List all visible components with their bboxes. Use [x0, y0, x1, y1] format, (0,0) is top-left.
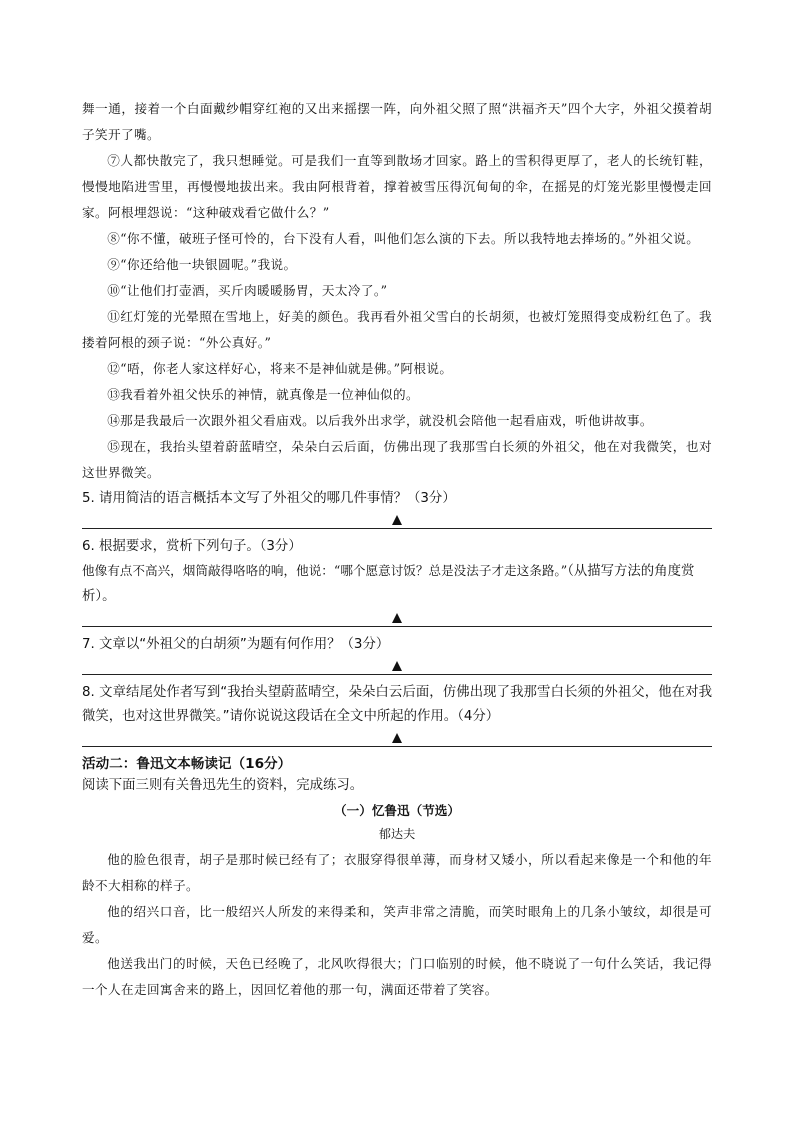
question-6-requirement: （从描写方法的角度赏析）。	[82, 564, 695, 604]
story-paragraph-10: ⑩“让他们打壶酒，买斤肉暖暖肠胃，天太冷了。”	[107, 283, 388, 298]
excerpt-author: 郁达夫	[378, 827, 416, 841]
story-paragraph-15: ⑮现在，我抬头望着蔚蓝晴空，朵朵白云后面，仿佛出现了我那雪白长须的外祖父，他在对我微笑，也对这世界微笑。	[82, 439, 712, 480]
answer-triangle-icon	[392, 661, 402, 671]
story-paragraph-13: ⑬我看着外祖父快乐的神情，就真像是一位神仙似的。	[107, 387, 420, 402]
answer-line-5[interactable]	[82, 514, 712, 529]
answer-line-7[interactable]	[82, 660, 712, 675]
question-7: 7. 文章以“外祖父的白胡须”为题有何作用？（3分）	[82, 637, 390, 652]
excerpt-title: （一）忆鲁迅（节选）	[334, 803, 460, 818]
question-6-sentence	[82, 559, 712, 609]
answer-line-6[interactable]	[82, 612, 712, 627]
excerpt-paragraph-1: 他的脸色很青，胡子是那时候已经有了；衣服穿得很单薄，而身材又矮小，所以看起来像是一个和他的年龄不大相称的样子。	[82, 852, 712, 893]
story-paragraph-9: ⑨“你还给他一块银圆呢。”我说。	[107, 257, 297, 272]
exam-page	[82, 96, 712, 1003]
answer-triangle-icon	[392, 613, 402, 623]
story-paragraph-12: ⑫“唔，你老人家这样好心，将来不是神仙就是佛。”阿根说。	[107, 361, 453, 376]
story-paragraph-14: ⑭那是我最后一次跟外祖父看庙戏。以后我外出求学，就没机会陪他一起看庙戏，听他讲故事。	[107, 413, 653, 428]
question-6: 6. 根据要求，赏析下列句子。（3分）	[82, 539, 302, 554]
activity-2-heading: 活动二：鲁迅文本畅读记（16分）	[82, 756, 292, 772]
question-6-quote: 他像有点不高兴，烟筒敲得咯咯的响，他说：“哪个愿意讨饭？总是没法子才走这条路。”	[82, 563, 568, 578]
activity-2-intro: 阅读下面三则有关鲁迅先生的资料，完成练习。	[82, 778, 364, 793]
answer-line-8[interactable]	[82, 732, 712, 747]
question-5: 5. 请用简洁的语言概括本文写了外祖父的哪几件事情？（3分）	[82, 491, 456, 506]
answer-triangle-icon	[392, 733, 402, 743]
excerpt-paragraph-2: 他的绍兴口音，比一般绍兴人所发的来得柔和，笑声非常之清脆，而笑时眼角上的几条小皱纹，却很是可爱。	[82, 904, 712, 945]
story-paragraph-8: ⑧“你不懂，破班子怪可怜的，台下没有人看，叫他们怎么演的下去。所以我特地去捧场的。”外祖父说。	[107, 231, 700, 246]
excerpt-paragraph-3: 他送我出门的时候，天色已经晚了，北风吹得很大；门口临别的时候，他不晓说了一句什么笑话，我记得一个人在走回寓舍来的路上，因回忆着他的那一句，满面还带着了笑容。	[82, 956, 712, 997]
story-paragraph-11: ⑪红灯笼的光晕照在雪地上，好美的颜色。我再看外祖父雪白的长胡须，也被灯笼照得变成粉红色了。我搂着阿根的颈子说：“外公真好。”	[82, 309, 712, 350]
story-paragraph-6-continued: 舞一通，接着一个白面戴纱帽穿红袍的又出来摇摆一阵，向外祖父照了照“洪福齐天”四个大字，外祖父摸着胡子笑开了嘴。	[82, 101, 712, 142]
story-paragraph-7: ⑦人都快散完了，我只想睡觉。可是我们一直等到散场才回家。路上的雪积得更厚了，老人的长统钉鞋，慢慢地陷进雪里，再慢慢地拔出来。我由阿根背着，撑着被雪压得沉甸甸的伞，在摇晃的灯笼光影里慢慢走回家。阿根埋怨说：“这种破戏看它做什么？”	[82, 153, 712, 220]
answer-triangle-icon	[392, 515, 402, 525]
question-8: 8. 文章结尾处作者写到“我抬头望蔚蓝晴空，朵朵白云后面，仿佛出现了我那雪白长须的外祖父，他在对我微笑，也对这世界微笑。”请你说说这段话在全文中所起的作用。（4分）	[82, 685, 712, 724]
